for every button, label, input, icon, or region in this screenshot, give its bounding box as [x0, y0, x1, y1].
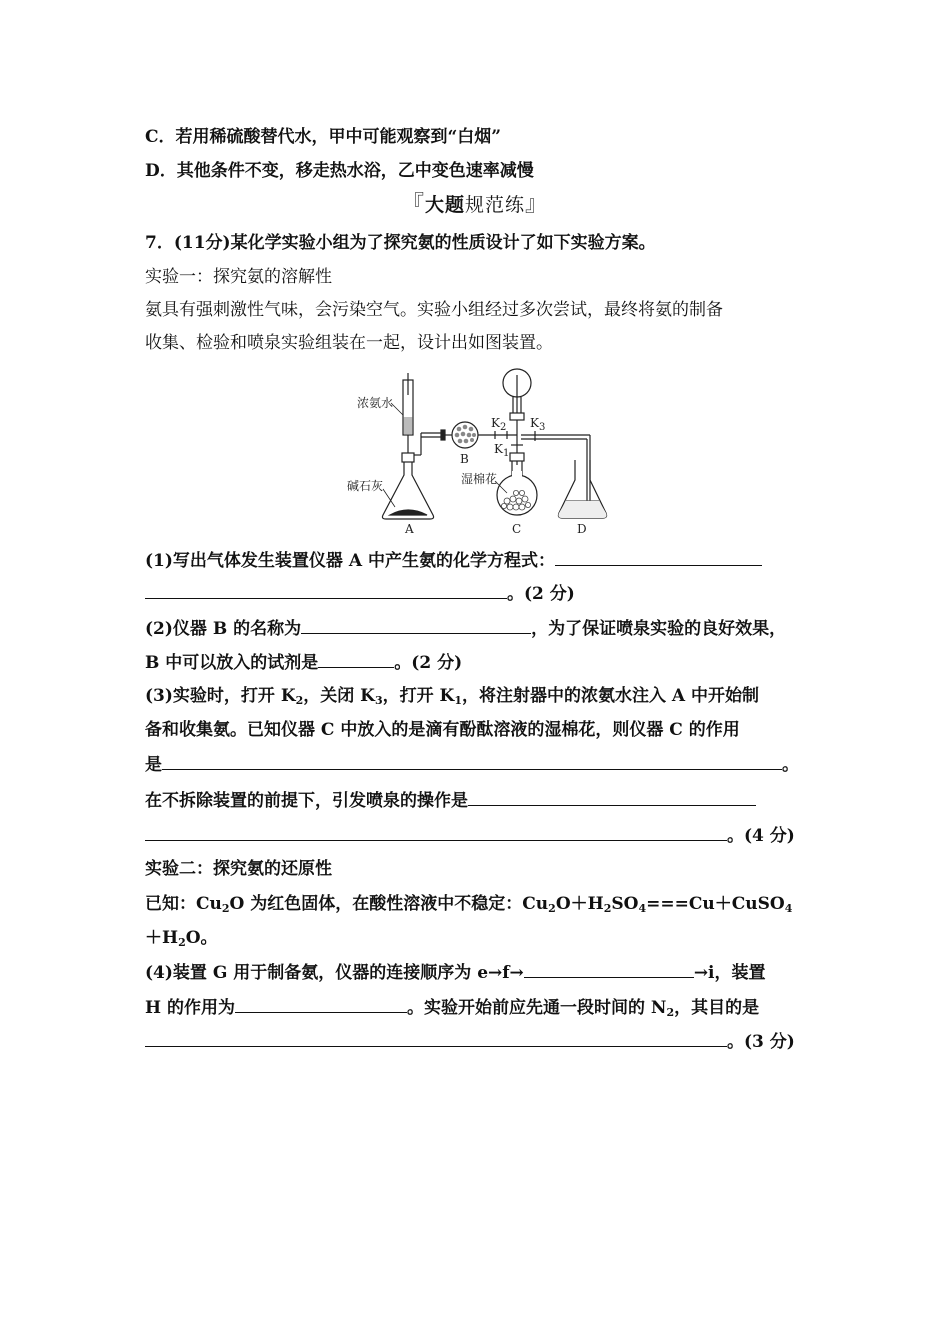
q2-score: 。(2 分) — [394, 653, 463, 673]
q4-line1: (4)装置 G 用于制备氨，仪器的连接顺序为 e→f→ →i，装置 — [145, 963, 766, 983]
q2-line1 — [145, 617, 786, 640]
q4-line3 — [145, 1030, 795, 1053]
q2-prompt-2: ，为了保证喷泉实验的良好效果， — [531, 619, 787, 639]
q1-line2 — [145, 582, 575, 605]
q3-answer-blank-3[interactable] — [145, 824, 727, 841]
q1-prompt: (1)写出气体发生装置仪器 A 中产生氨的化学方程式： — [145, 551, 555, 571]
q4-answer-blank-3[interactable] — [145, 1030, 727, 1047]
section-left-bracket: 『 — [401, 192, 425, 217]
q3-answer-blank-1[interactable] — [162, 753, 782, 770]
q2-line2 — [145, 651, 462, 674]
q2-prompt: (2)仪器 B 的名称为 — [145, 619, 302, 639]
label-k2: $K_2$ — [491, 416, 507, 433]
option-c: C．若用稀硫酸替代水，甲中可能观察到“白烟” — [145, 127, 502, 147]
q1-answer-blank-1[interactable] — [555, 549, 762, 566]
experiment1-title: 实验一：探究氨的溶解性 — [145, 267, 332, 287]
apparatus-figure — [335, 365, 615, 537]
label-k3: $K_3$ — [530, 416, 546, 433]
intro-line-2: 收集、检验和喷泉实验组装在一起，设计出如图装置。 — [145, 333, 553, 353]
q4-line2: H 的作用为 。实验开始前应先通一段时间的 $N_2$，其目的是 — [145, 998, 760, 1019]
q3-line3: 是 。 — [145, 755, 799, 775]
label-ammonia-water: 浓氨水 — [357, 396, 394, 410]
q4-answer-blank-1[interactable] — [524, 961, 694, 978]
experiment2-title: 实验二：探究氨的还原性 — [145, 859, 332, 879]
q3-score: 。(4 分) — [727, 826, 795, 846]
question-header: 7．(11分)某化学实验小组为了探究氨的性质设计了如下实验方案。 — [145, 233, 656, 253]
exp2-known-line2: $+H_2O$。 — [145, 928, 218, 949]
q3-answer-blank-2[interactable] — [468, 789, 756, 806]
section-title-rest: 规范练 — [465, 194, 526, 216]
q2-answer-blank-1[interactable] — [301, 617, 531, 634]
label-b: B — [460, 452, 469, 466]
q3-line4: 在不拆除装置的前提下，引发喷泉的操作是 — [145, 789, 756, 812]
section-title-emphasis: 大题 — [424, 194, 465, 216]
q3-line5 — [145, 824, 795, 847]
q1-line1 — [145, 549, 762, 572]
q2-answer-blank-2[interactable] — [318, 651, 394, 668]
label-wet-cotton: 湿棉花 — [461, 472, 498, 486]
q4-answer-blank-2[interactable] — [235, 996, 407, 1013]
section-heading — [0, 192, 950, 218]
q4-score: 。(3 分) — [727, 1032, 795, 1052]
exp2-known-line1: 已知：$Cu_2O$ 为红色固体，在酸性溶液中不稳定：$Cu_2O+H_2SO_4===Cu+CuSO_4$ — [145, 894, 793, 915]
label-a: A — [405, 522, 414, 536]
q1-score: 。(2 分) — [507, 584, 575, 604]
q2-prompt-3: B 中可以放入的试剂是 — [145, 653, 319, 673]
label-c: C — [512, 522, 522, 536]
q1-answer-blank-2[interactable] — [145, 582, 507, 599]
section-right-bracket: 』 — [525, 192, 549, 217]
label-k1: $K_1$ — [494, 442, 510, 459]
intro-line-1: 氨具有强刺激性气味，会污染空气。实验小组经过多次尝试，最终将氨的制备 — [145, 300, 723, 320]
label-soda-lime: 碱石灰 — [347, 479, 384, 493]
q3-line1: (3)实验时，打开 $K_2$，关闭 $K_3$，打开 $K_1$，将注射器中的浓氨水注入 A 中开始制 — [145, 686, 760, 707]
q3-line2: 备和收集氨。已知仪器 C 中放入的是滴有酚酞溶液的湿棉花，则仪器 C 的作用 — [145, 720, 740, 740]
option-d: D．其他条件不变，移走热水浴，乙中变色速率减慢 — [145, 161, 534, 181]
label-d: D — [577, 522, 587, 536]
